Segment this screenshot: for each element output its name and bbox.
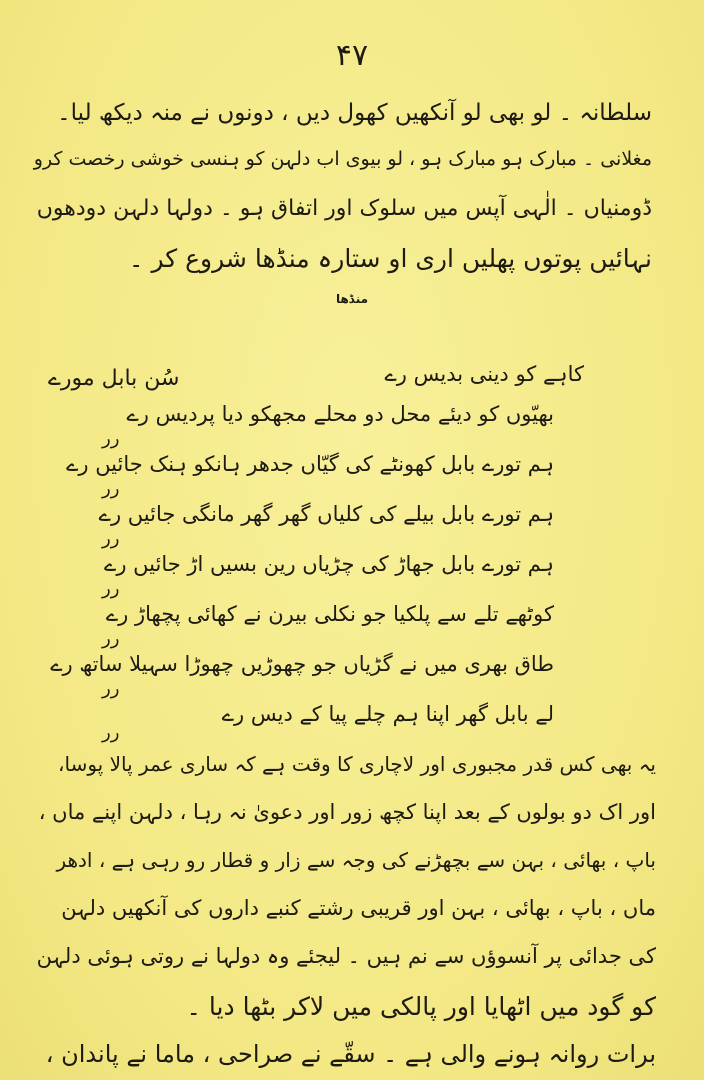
ditto-mark: رر [102, 722, 120, 743]
body-line: برات روانہ ہونے والی ہے ۔ سقّے نے صراحی ، ماما نے پاندان ، [45, 1040, 656, 1068]
song-line: ہم تورے بابل کھونٹے کی گیّاں جدھر ہانکو ہنک جائیں رے [66, 452, 554, 476]
ditto-mark: رر [102, 528, 120, 549]
ditto-mark: رر [102, 478, 120, 499]
song-line: ہم تورے بابل بیلے کی کلیاں گھر گھر مانگی جائیں رے [98, 502, 554, 526]
song-line: ہم تورے بابل جھاڑ کی چڑیاں رین بسیں اڑ جائیں رے [104, 552, 554, 576]
song-refrain: سُن بابل مورے [48, 366, 180, 391]
section-heading: منڈھا [335, 292, 369, 306]
body-line: اور اک دو بولوں کے بعد اپنا کچھ زور اور دعویٰ نہ رہا ، دلہن اپنے ماں ، [38, 800, 656, 824]
ditto-mark: رر [102, 428, 120, 449]
song-line: لے بابل گھر اپنا ہم چلے پیا کے دیس رے [221, 702, 554, 726]
song-line: کاہے کو دینی بدیس رے [384, 362, 584, 386]
intro-line: ڈومنیاں ۔ الٰہی آپس میں سلوک اور اتفاق ہو ۔ دولہا دلہن دودھوں [36, 196, 652, 221]
song-line: کوٹھے تلے سے پلکیا جو نکلی بیرن نے کھائی پچھاڑ رے [105, 602, 554, 626]
ditto-mark: رر [102, 678, 120, 699]
song-line: بھیّوں کو دیئے محل دو محلے مجھکو دیا پردیس رے [126, 402, 554, 426]
body-line: یہ بھی کس قدر مجبوری اور لاچاری کا وقت ہے کہ ساری عمر پالا پوسا، [58, 752, 656, 776]
body-line: ماں ، باپ ، بھائی ، بہن اور قریبی رشتے کنبے داروں کی آنکھیں دلہن [61, 896, 656, 920]
ditto-mark: رر [102, 578, 120, 599]
body-line: باپ ، بھائی ، بہن سے بچھڑنے کی وجہ سے زار و قطار رو رہی ہے ، ادھر [56, 848, 656, 872]
intro-line: مغلانی ۔ مبارک ہو مبارک ہو ، لو بیوی اب دلہن کو ہنسی خوشی رخصت کرو [33, 148, 652, 170]
body-line: کی جدائی پر آنسوؤں سے نم ہیں ۔ لیجئے وہ دولہا نے روتی ہوئی دلہن [36, 944, 656, 968]
song-line: طاق بھری میں نے گڑیاں جو چھوڑیں چھوڑا سہیلا ساتھ رے [50, 652, 554, 676]
intro-line: نہائیں پوتوں پھلیں اری او ستارہ منڈھا شروع کر ۔ [128, 244, 652, 273]
page-number: ۴۷ [335, 38, 369, 73]
intro-line: سلطانہ ۔ لو بھی لو آنکھیں کھول دیں ، دونوں نے منہ دیکھ لیا۔ [57, 100, 652, 126]
body-line: کو گود میں اٹھایا اور پالکی میں لاکر بٹھا دیا ۔ [186, 992, 656, 1021]
ditto-mark: رر [102, 628, 120, 649]
